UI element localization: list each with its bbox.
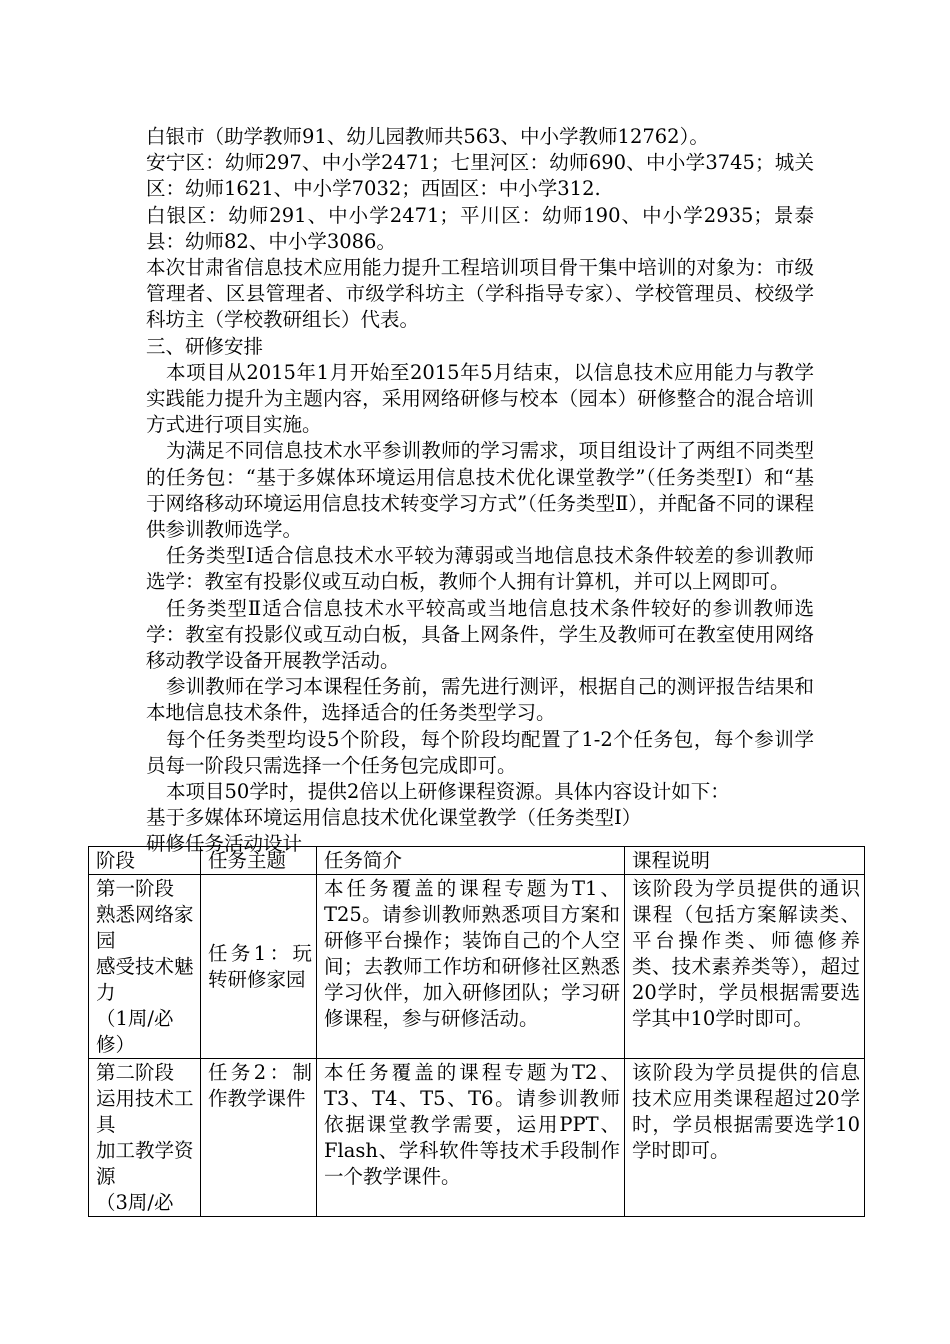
- theme-cell: 任务2：制作教学课件: [201, 1059, 317, 1217]
- paragraph-task-type-1: 任务类型Ⅰ适合信息技术水平较为薄弱或当地信息技术条件较差的参训教师选学：教室有投影仪或互动白板，教师个人拥有计算机，并可以上网即可。: [146, 544, 814, 594]
- table-caption-title: 基于多媒体环境运用信息技术优化课堂教学（任务类型Ⅰ）: [146, 806, 642, 830]
- header-stage: 阶段: [89, 847, 201, 875]
- stage-line: 加工教学资源: [96, 1139, 194, 1188]
- intro-cell: 本任务覆盖的课程专题为T2、T3、T4、T5、T6。请参训教师依据课堂教学需要，运用PPT、Flash、学科软件等技术手段制作一个教学课件。: [317, 1059, 625, 1217]
- note-cell: 该阶段为学员提供的通识课程（包括方案解读类、平台操作类、师德修养类、技术素养类等），超过20学时，学员根据需要选学其中10学时即可。: [625, 875, 865, 1059]
- paragraph-baiyin-summary: 白银市（助学教师91、幼儿园教师共563、中小学教师12762）。: [146, 125, 709, 148]
- paragraph-assessment: 参训教师在学习本课程任务前，需先进行测评，根据自己的测评报告结果和本地信息技术条件，选择适合的任务类型学习。: [146, 675, 814, 725]
- stage-line: 第一阶段: [96, 877, 175, 900]
- table-header-row: [89, 847, 865, 875]
- header-intro: 任务简介: [317, 847, 625, 875]
- paragraph-task-packages: 为满足不同信息技术水平参训教师的学习需求，项目组设计了两组不同类型的任务包：“基于多媒体环境运用信息技术优化课堂教学”（任务类型Ⅰ）和“基于网络移动环境运用信息技术转变学习方式”（任务类型Ⅱ），并配备不同的课程供参训教师选学。: [146, 439, 814, 542]
- table-row: [89, 875, 865, 1059]
- stage-line: （3周/必: [96, 1191, 174, 1214]
- header-theme: 任务主题: [201, 847, 317, 875]
- document-body: [146, 124, 814, 858]
- stage-line: 熟悉网络家园: [96, 903, 194, 952]
- section-heading-arrangement: 三、研修安排: [146, 334, 264, 358]
- paragraph-project-period: 本项目从2015年1月开始至2015年5月结束，以信息技术应用能力与教学实践能力提升为主题内容，采用网络研修与校本（园本）研修整合的混合培训方式进行项目实施。: [146, 360, 814, 437]
- stage-line: 感受技术魅力: [96, 955, 194, 1004]
- stage-line: 运用技术工具: [96, 1087, 194, 1136]
- theme-cell: 任务1：玩转研修家园: [201, 875, 317, 1059]
- paragraph-lanzhou-districts: 安宁区：幼师297、中小学2471；七里河区：幼师690、中小学3745；城关区：幼师1621、中小学7032；西固区：中小学312.: [146, 151, 814, 201]
- header-note: 课程说明: [625, 847, 865, 875]
- paragraph-stages: 每个任务类型均设5个阶段，每个阶段均配置了1-2个任务包，每个参训学员每一阶段只需选择一个任务包完成即可。: [146, 727, 814, 777]
- intro-cell: 本任务覆盖的课程专题为T1、T25。请参训教师熟悉项目方案和研修平台操作；装饰自己的个人空间；去教师工作坊和研修社区熟悉学习伙伴，加入研修团队；学习研修课程，参与研修活动。: [317, 875, 625, 1059]
- paragraph-baiyin-districts: 白银区：幼师291、中小学2471；平川区：幼师190、中小学2935；景泰县：幼师82、中小学3086。: [146, 203, 814, 253]
- paragraph-task-type-2: 任务类型Ⅱ适合信息技术水平较高或当地信息技术条件较好的参训教师选学：教室有投影仪或互动白板，具备上网条件，学生及教师可在教室使用网络移动教学设备开展教学活动。: [146, 596, 814, 673]
- stage-line: （1周/必修）: [96, 1007, 174, 1056]
- table-caption-subtitle: 研修任务活动设计: [146, 832, 303, 856]
- table-row: [89, 1059, 865, 1217]
- paragraph-training-targets: 本次甘肃省信息技术应用能力提升工程培训项目骨干集中培训的对象为：市级管理者、区县管理者、市级学科坊主（学科指导专家）、学校管理员、校级学科坊主（学校教研组长）代表。: [146, 256, 814, 332]
- paragraph-hours: 本项目50学时，提供2倍以上研修课程资源。具体内容设计如下：: [166, 780, 730, 804]
- stage-cell: [89, 875, 201, 1059]
- stage-line: 第二阶段: [96, 1061, 175, 1084]
- stage-cell: [89, 1059, 201, 1217]
- task-design-table: [88, 846, 865, 1217]
- note-cell: 该阶段为学员提供的信息技术应用类课程超过20学时，学员根据需要选学10学时即可。: [625, 1059, 865, 1217]
